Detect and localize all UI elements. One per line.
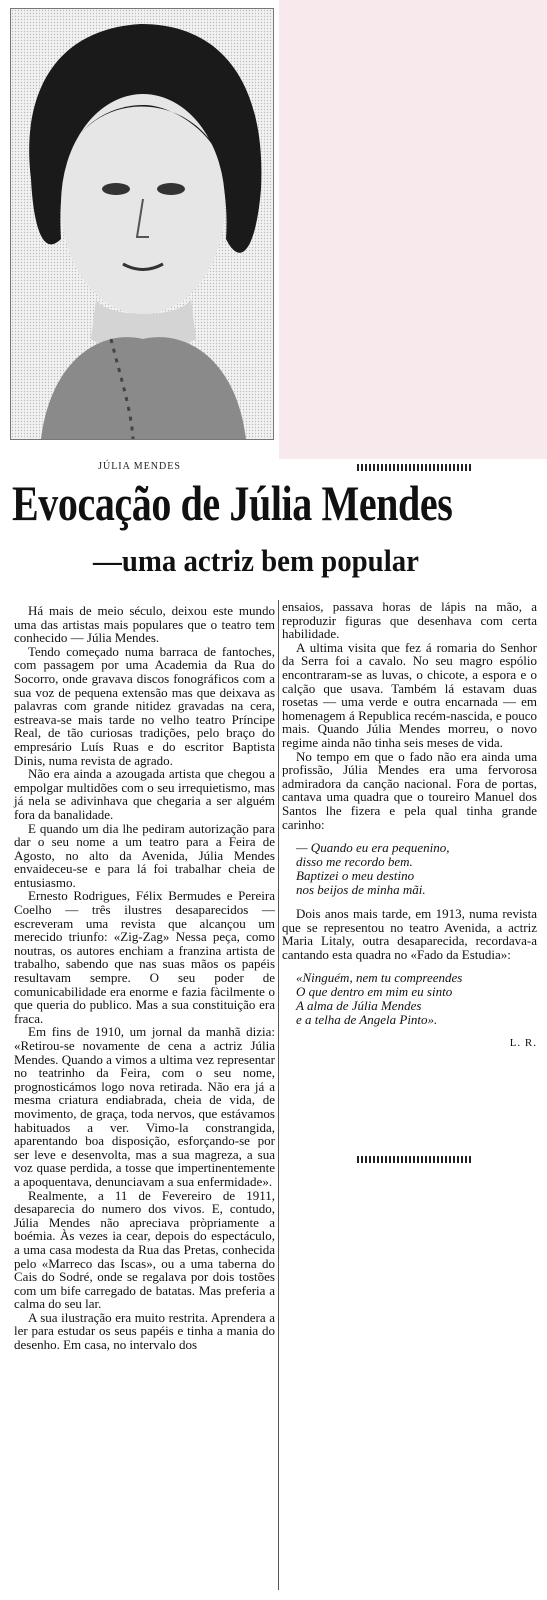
paragraph: Tendo começado numa barraca de fantoches, com passagem por uma Academia da Rua do Socorro, onde gravava discos fonográficos com a sua voz de pequena extensão mas que deixava as palavras com grande nitidez gravadas na cera, estreava-se mais tarde no velho teatro Príncipe Real, de tão curiosas tradições, pelo braço do empresário Luís Ruas e do escritor Baptista Dinis, numa revista de agrado. [14, 643, 275, 768]
verse-line: nos beijos de minha mãi. [296, 882, 426, 898]
author-signature: L. R. [509, 1037, 537, 1050]
paragraph: Realmente, a 11 de Fevereiro de 1911, desaparecia do numero dos vivos. E, contudo, Júlia Mendes não apreciava pròpriamente a boémia. Às vezes ia cear, depois do espectáculo, a uma casa modesta da Rua das Pretas, conhecida pelo «Marreco das Iscas», ou a uma taberna do Cais do Sodré, onde se regalava por dois tostões com um bife carregado de batatas. Mas preferia a calma do seu lar. [14, 1187, 275, 1312]
article-column-left [14, 604, 275, 1352]
column-divider [278, 600, 279, 1590]
verse-line: Baptizei o meu destino [296, 868, 415, 884]
decorative-dash-rule [357, 464, 473, 471]
verse-line: «Ninguém, nem tu compreendes [296, 970, 463, 986]
verse-quatrain [296, 971, 537, 1027]
article-subheadline: —uma actriz bem popular [93, 543, 419, 578]
portrait-photo [10, 8, 274, 440]
pink-background [279, 0, 547, 459]
paragraph: Há mais de meio século, deixou este mundo uma das artistas mais populares que o teatro tem conhecido — Júlia Mendes. [14, 603, 275, 646]
paragraph: No tempo em que o fado não era ainda uma profissão, Júlia Mendes era uma fervorosa admiradora da canção nacional. Fora de portas, cantava uma quadra que o toureiro Manuel dos Santos lhe fizera e pela qual tinha grande carinho: [282, 748, 537, 832]
verse-line: e a telha de Angela Pinto». [296, 1012, 438, 1028]
photo-caption: JÚLIA MENDES [98, 461, 181, 472]
paragraph: Dois anos mais tarde, em 1913, numa revista que se representou no teatro Avenida, a actriz Maria Litaly, outra desaparecida, recordava-a cantando esta quadra no «Fado da Estudia»: [282, 906, 537, 962]
paragraph: Não era ainda a azougada artista que chegou a empolgar multidões com o seu irrequietismo, mas já nela se adivinhava que chegaria a ser alguém fora da banalidade. [14, 766, 275, 822]
verse-line: — Quando eu era pequenino, [296, 840, 450, 856]
decorative-dash-rule [357, 1156, 473, 1163]
article-column-right [282, 600, 537, 1051]
verse-line: O que dentro em mim eu sinto [296, 984, 453, 1000]
paragraph: Em fins de 1910, um jornal da manhã dizia: «Retirou-se novamente de cena a actriz Júlia Mendes. Quando a vimos a ultima vez representar no teatrinho da Feira, com o seu nome, prognosticámos logo nova retirada. Não era já a mesma criatura endiabrada, cheia de vida, de movimento, de graça, toda nervos, que estávamos habituados a ver. Vimo-la constrangida, aparentando boa disposição, esforçando-se por ser leve e desenvolta, mas a sua magreza, a sua voz quase perdida, a tosse que impertinentemente a apoquentava, denunciavam a sua enfermidade». [14, 1024, 275, 1189]
paragraph: E quando um dia lhe pediram autorização para dar o seu nome a um teatro para a Feira de Agosto, no alto da Avenida, Júlia Mendes envaideceu-se e para lá foi trabalhar cheia de entusiasmo. [14, 820, 275, 890]
paragraph: Ernesto Rodrigues, Félix Bermudes e Pereira Coelho — três ilustres desaparecidos — escreveram uma revista que alcançou um merecido triunfo: «Zig-Zag» Nessa peça, como noutras, os autores enchiam a franzina artista de trabalho, sabendo que nas suas mãos os papéis resultavam sempre. O seu poder de comunicabilidade era enorme e fazia fàcilmente o que queria do publico. Mas a sua constituição era fraca. [14, 888, 275, 1026]
article-headline: Evocação de Júlia Mendes [12, 475, 453, 531]
paragraph: A ultima visita que fez á romaria do Senhor da Serra foi a cavalo. No seu magro espólio encontraram-se as luvas, o chicote, a espora e o calção que usava. Também lá estavam duas rosetas — uma verde e outra encarnada — em homenagem á Republica recém-nascida, e pouco mais. Quando Júlia Mendes morreu, o novo regime ainda não tinha seis meses de vida. [282, 639, 537, 750]
verse-quatrain [296, 841, 537, 897]
paragraph: A sua ilustração era muito restrita. Aprendera a ler para estudar os seus papéis e tinha a mania do desenho. Em casa, no intervalo dos [14, 1309, 275, 1353]
paragraph: ensaios, passava horas de lápis na mão, a reproduzir figuras que desenhava com certa habilidade. [282, 599, 537, 642]
verse-line: A alma de Júlia Mendes [296, 998, 422, 1014]
verse-line: disso me recordo bem. [296, 854, 413, 870]
